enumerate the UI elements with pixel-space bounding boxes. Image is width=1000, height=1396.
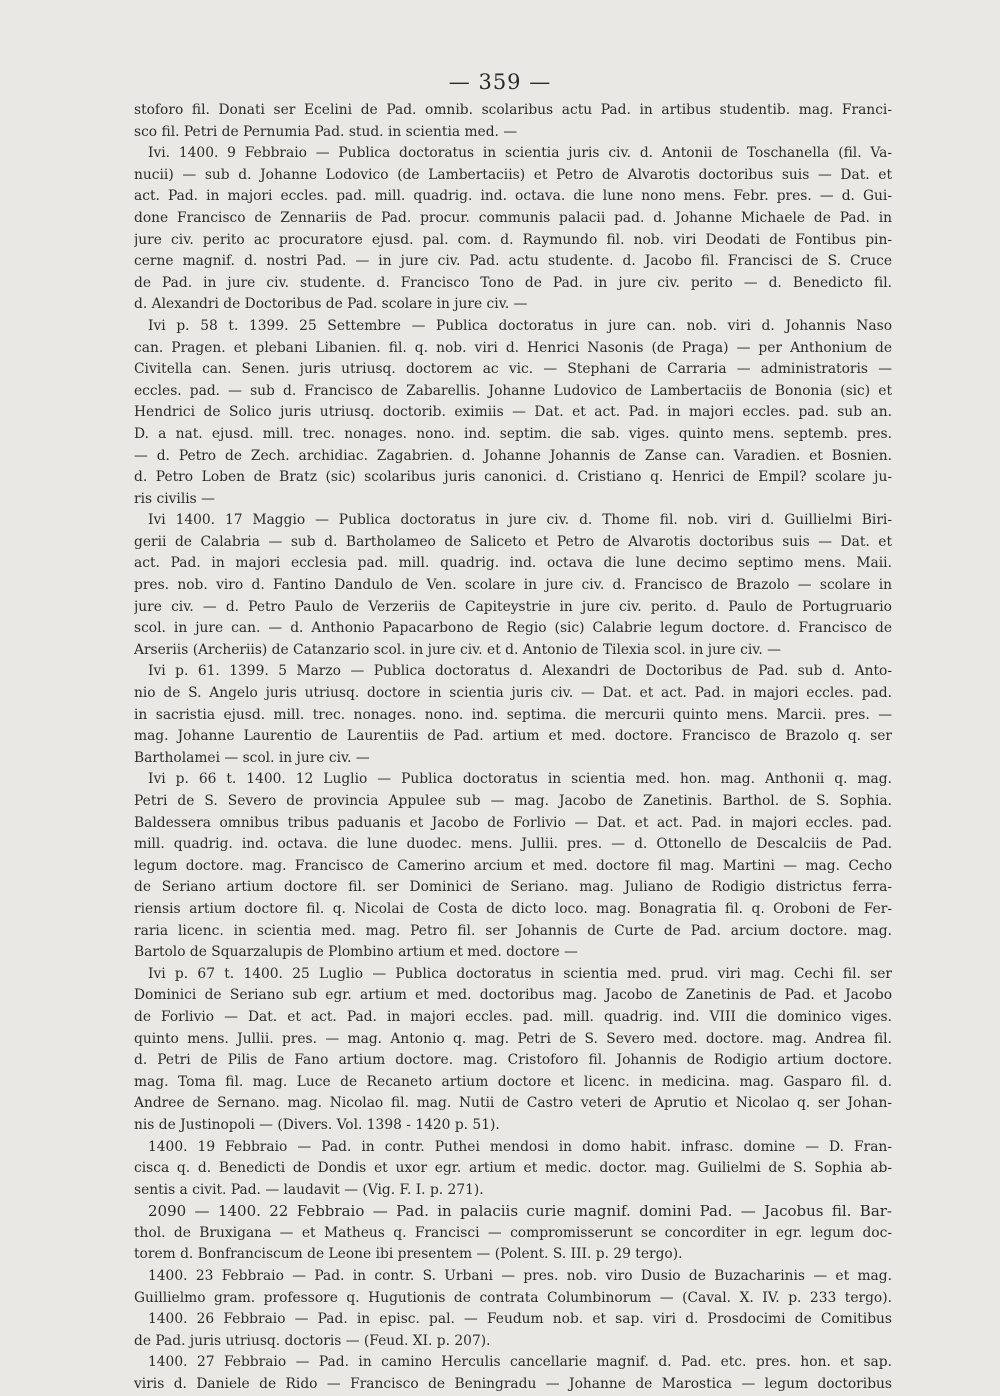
text-line: 1400. 26 Febbraio — Pad. in episc. pal. — Feudum nob. et sap. viri d. Prosdocimi de Comitibus <box>148 1311 892 1328</box>
text-line: viris d. Daniele de Rido — Francisco de Beningradu — Johanne de Marostica — legum doctoribus <box>134 1376 892 1393</box>
text-line: — d. Petro de Zech. archidiac. Zagabrien. d. Johanne Johannis de Zanse can. Varadien. et Bosnien. <box>134 447 892 464</box>
text-line: raria licenc. in scientia med. mag. Petro fil. ser Johannis de Curte de Pad. arcium doctore. mag. <box>134 922 892 939</box>
text-line: Ivi 1400. 17 Maggio — Publica doctoratus in jure civ. d. Thome fil. nob. viri d. Guillielmi Biri- <box>148 512 892 529</box>
text-line: D. a nat. ejusd. mill. trec. nonages. nono. ind. septim. die sab. viges. quinto mens. septemb. pres. <box>134 425 892 442</box>
text-line: Baldessera omnibus tribus paduanis et Jacobo de Forlivio — Dat. et act. Pad. in majori eccles. pad. <box>134 814 892 831</box>
text-line: Ivi p. 66 t. 1400. 12 Luglio — Publica doctoratus in scientia med. hon. mag. Anthonii q. mag. <box>148 771 892 788</box>
text-line: scol. in jure can. — d. Anthonio Papacarbono de Regio (sic) Calabrie legum doctore. d. Francisco de <box>134 620 892 637</box>
text-line: gerii de Calabria — sub d. Bartholameo de Saliceto et Petro de Alvarotis doctoribus suis — Dat. et <box>134 533 892 550</box>
text-line: Guillielmo gram. professore q. Hugutionis de contrata Columbinorum — (Caval. X. IV. p. 233 tergo). <box>134 1289 892 1306</box>
text-line: mill. quadrig. ind. octava. die lune duodec. mens. Jullii. pres. — d. Ottonello de Descalciis de Pad. <box>134 836 892 853</box>
text-line: Civitella can. Senen. juris utriusq. doctorem ac vic. — Stephani de Carraria — administratoris — <box>134 361 892 378</box>
text-line: jure civ. — d. Petro Paulo de Verzeriis de Capiteystrie in jure civ. perito. d. Paulo de Portugruario <box>134 598 892 615</box>
text-line: stoforo fil. Donati ser Ecelini de Pad. omnib. scolaribus actu Pad. in artibus studentib. mag. Franci- <box>134 102 892 118</box>
text-line: de Pad. in jure civ. studente. d. Francisco Tono de Pad. in jure civ. perito — d. Benedicto fil. <box>134 274 892 291</box>
text-line: d. Petri de Pilis de Fano artium doctore. mag. Cristoforo fil. Johannis de Rodigio artium doctore. <box>134 1052 892 1069</box>
text-line: jure civ. perito ac procuratore ejusd. pal. com. d. Raymundo fil. nob. viri Deodati de Fontibus pin- <box>134 231 892 248</box>
text-line: in sacristia ejusd. mill. trec. nonages. nono. ind. septima. die mercurii quinto mens. Marcii. pres. — <box>134 706 892 723</box>
text-line: quinto mens. Jullii. pres. — mag. Antonio q. mag. Petri de S. Severo med. doctore. mag. Andrea fil. <box>134 1030 892 1047</box>
text-body <box>134 100 892 1396</box>
text-line: sco fil. Petri de Pernumia Pad. stud. in scientia med. — <box>134 123 518 140</box>
text-line: pres. nob. viro d. Fantino Dandulo de Ven. scolare in jure civ. d. Francisco de Brazolo — scolare in <box>134 577 892 594</box>
text-line: riensis artium doctore fil. q. Nicolai de Costa de dicto loco. mag. Bonagratia fil. q. Oroboni de Fer- <box>134 900 892 917</box>
text-line: Ivi p. 58 t. 1399. 25 Settembre — Publica doctoratus in jure can. nob. viri d. Johannis Naso <box>148 317 892 334</box>
text-line: Ivi p. 61. 1399. 5 Marzo — Publica doctoratus d. Alexandri de Doctoribus de Pad. sub d. Anto- <box>148 663 892 680</box>
text-line: Ivi. 1400. 9 Febbraio — Publica doctoratus in scientia juris civ. d. Antonii de Toschanella (fil. Va- <box>148 145 892 162</box>
text-line: Bartholamei — scol. in jure civ. — <box>134 749 370 766</box>
text-line: nis de Justinopoli — (Divers. Vol. 1398 - 1420 p. 51). <box>134 1116 500 1133</box>
text-line: cisca q. d. Benedicti de Dondis et uxor egr. artium et medic. doctor. mag. Guilielmi de S. Sophia ab- <box>134 1160 892 1177</box>
text-line: thol. de Bruxigana — et Matheus q. Francisci — compromisserunt se concorditer in egr. legum doc- <box>134 1224 892 1241</box>
text-line: Hendrici de Solico juris utriusq. doctorib. eximiis — Dat. et act. Pad. in majori eccles. pad. sub an. <box>134 404 892 421</box>
text-line: ris civilis — <box>134 490 215 507</box>
text-line: mag. Johanne Laurentio de Laurentiis de Pad. artium et med. doctore. Francisco de Brazolo q. ser <box>134 728 892 745</box>
text-line: Ivi p. 67 t. 1400. 25 Luglio — Publica doctoratus in scientia med. prud. viri mag. Cechi fil. ser <box>148 965 892 982</box>
page-number: — 359 — <box>448 70 552 94</box>
text-line: de Forlivio — Dat. et act. Pad. in majori eccles. pad. mill. quadrig. ind. VIII die dominico viges. <box>134 1008 892 1025</box>
text-line: 1400. 27 Febbraio — Pad. in camino Herculis cancellarie magnif. d. Pad. etc. pres. hon. et sap. <box>148 1354 892 1371</box>
text-line: de Seriano artium doctore fil. ser Dominici de Seriano. mag. Juliano de Rodigio districtus ferra- <box>134 879 892 896</box>
text-line: Arseriis (Archeriis) de Catanzario scol. in jure civ. et d. Antonio de Tilexia scol. in jure civ. — <box>134 641 781 658</box>
text-line: act. Pad. in majori ecclesia pad. mill. quadrig. ind. octava die lune decimo septimo mens. Maii. <box>134 555 892 572</box>
text-line: done Francisco de Zennariis de Pad. procur. communis palacii pad. d. Johanne Michaele de Pad. in <box>134 209 892 226</box>
text-line: can. Pragen. et plebani Libanien. fil. q. nob. viri d. Henrici Nasonis (de Praga) — per Anthonium de <box>134 339 892 356</box>
text-line: sentis a civit. Pad. — laudavit — (Vig. F. I. p. 271). <box>134 1181 484 1198</box>
text-line: Petri de S. Severo de provincia Appulee sub — mag. Jacobo de Zanetinis. Barthol. de S. Sophia. <box>134 793 892 809</box>
text-line: act. Pad. in majori eccles. pad. mill. quadrig. ind. octava. die lune nono mens. Febr. pres. — d. Gui- <box>134 188 892 205</box>
text-line: d. Petro Loben de Bratz (sic) scolaribus juris canonici. d. Cristiano q. Henrici de Empil? scolare ju- <box>134 469 892 486</box>
text-line: eccles. pad. — sub d. Francisco de Zabarellis. Johanne Ludovico de Lambertaciis de Bononia (sic) et <box>134 382 892 399</box>
text-line: nucii) — sub d. Johanne Lodovico (de Lambertaciis) et Petro de Alvarotis doctoribus suis — Dat. et <box>134 166 892 183</box>
text-line: legum doctore. mag. Francisco de Camerino arcium et med. doctore fil mag. Martini — mag. Cecho <box>134 857 892 874</box>
text-line: Dominici de Seriano sub egr. artium et med. doctoribus mag. Jacobo de Zanetinis de Pad. et Jacobo <box>134 987 892 1004</box>
text-line: 2090 — 1400. 22 Febbraio — Pad. in palaciis curie magnif. domini Pad. — Jacobus fil. Bar- <box>148 1202 892 1221</box>
text-line: nio de S. Angelo juris utriusq. doctore in scientia juris civ. — Dat. et act. Pad. in majori eccles. pad. <box>134 685 892 702</box>
text-line: mag. Toma fil. mag. Luce de Recaneto artium doctore et licenc. in medicina. mag. Gasparo fil. d. <box>134 1073 892 1090</box>
text-line: Andree de Sernano. mag. Nicolao fil. mag. Nutii de Castro veteri de Aprutio et Nicolao q. ser Johan- <box>134 1095 892 1112</box>
text-line: 1400. 19 Febbraio — Pad. in contr. Puthei mendosi in domo habit. infrasc. domine — D. Fran- <box>148 1138 892 1155</box>
text-line: de Pad. juris utriusq. doctoris — (Feud. XI. p. 207). <box>134 1332 491 1349</box>
text-line: 1400. 23 Febbraio — Pad. in contr. S. Urbani — pres. nob. viro Dusio de Buzacharinis — et mag. <box>148 1268 892 1285</box>
text-line: cerne magnif. d. nostri Pad. — in jure civ. Pad. actu studente. d. Jacobo fil. Francisci de S. Cruce <box>134 253 892 270</box>
text-line: d. Alexandri de Doctoribus de Pad. scolare in jure civ. — <box>134 296 528 313</box>
text-line: torem d. Bonfranciscum de Leone ibi presentem — (Polent. S. III. p. 29 tergo). <box>134 1246 683 1263</box>
text-line: Bartolo de Squarzalupis de Plombino artium et med. doctore — <box>134 944 578 961</box>
